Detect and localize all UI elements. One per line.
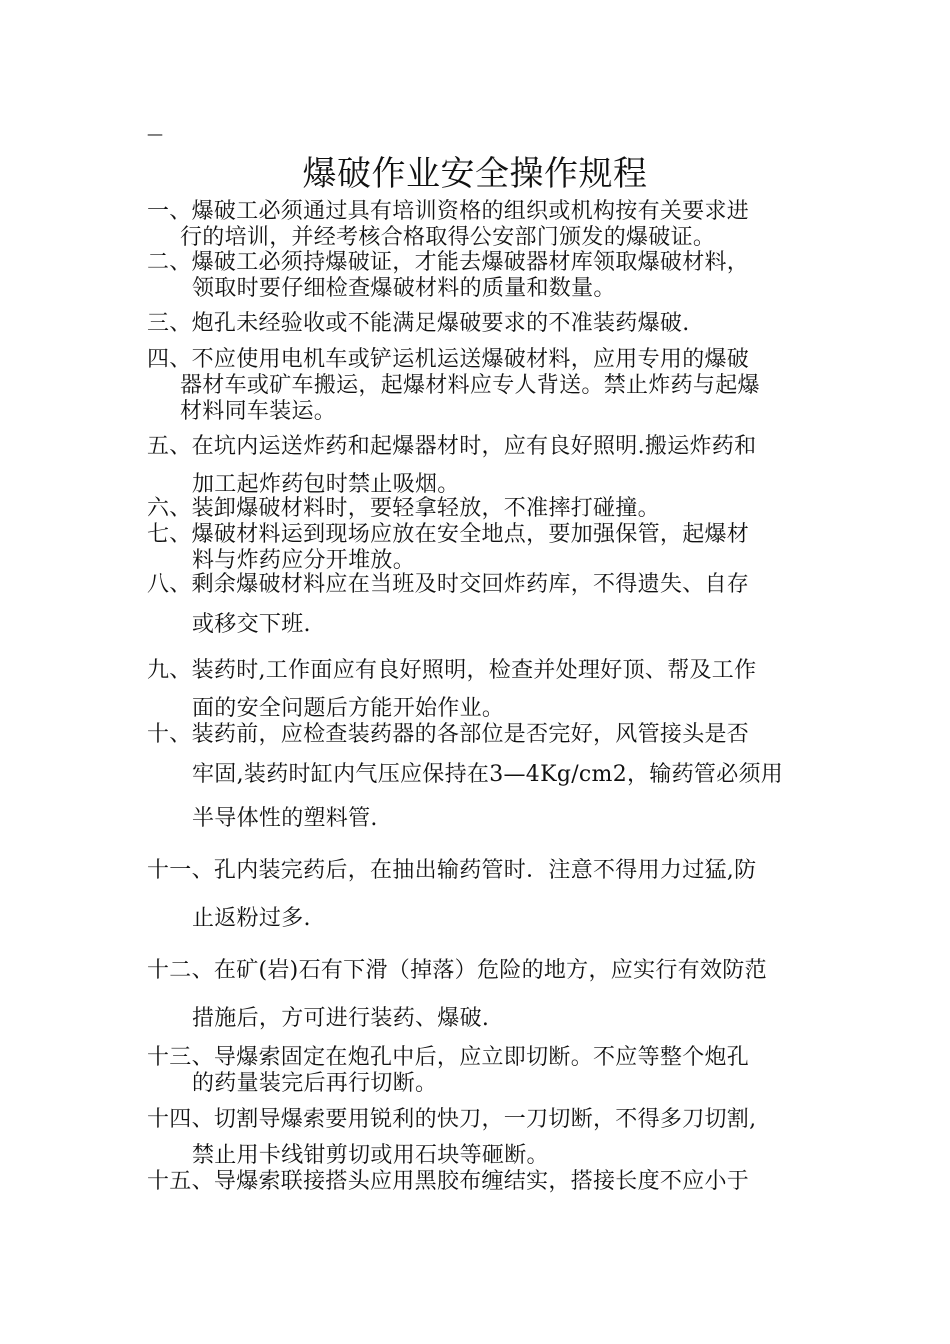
- header-dash: —: [147, 124, 163, 143]
- rule-item-12: [147, 958, 811, 1032]
- rule-first-line: 二、爆破工必须持爆破证，才能去爆破器材库领取爆破材料，: [147, 250, 750, 275]
- rule-continuation-line: 料与炸药应分开堆放。: [192, 548, 416, 573]
- rule-first-line: 十二、在矿(岩)石有下滑（掉落）危险的地方，应实行有效防范: [147, 958, 767, 983]
- rule-first-line: 七、爆破材料运到现场应放在安全地点，要加强保管，起爆材: [147, 522, 750, 547]
- rule-continuation-line: 止返粉过多.: [192, 906, 311, 931]
- rule-continuation-line: 或移交下班.: [192, 612, 311, 637]
- rule-continuation-line: 材料同车装运。: [180, 399, 337, 424]
- rule-first-line: 八、剩余爆破材料应在当班及时交回炸药库，不得遗失、自存: [147, 572, 750, 597]
- rule-first-line: 十五、导爆索联接搭头应用黑胶布缠结实，搭接长度不应小于: [147, 1169, 750, 1194]
- rule-continuation-line: 行的培训，并经考核合格取得公安部门颁发的爆破证。: [180, 225, 716, 250]
- rule-first-line: 四、不应使用电机车或铲运机运送爆破材料，应用专用的爆破: [147, 347, 750, 372]
- rule-continuation-line: 措施后，方可进行装药、爆破.: [192, 1006, 490, 1031]
- rule-first-line: 三、炮孔未经验收或不能满足爆破要求的不准装药爆破.: [147, 311, 690, 336]
- rule-first-line: 五、在坑内运送炸药和起爆器材时，应有良好照明.搬运炸药和: [147, 434, 757, 459]
- rule-first-line: 六、装卸爆破材料时，要轻拿轻放，不准摔打碰撞。: [147, 496, 660, 521]
- rule-item-6: [147, 496, 811, 522]
- rule-continuation-line: 的药量装完后再行切断。: [192, 1071, 438, 1096]
- rule-item-4: [147, 347, 811, 425]
- rule-item-14: [147, 1107, 811, 1169]
- rule-item-9: [147, 658, 811, 722]
- rule-first-line: 十、装药前，应检查装药器的各部位是否完好，风管接头是否: [147, 722, 750, 747]
- rule-continuation-line: 器材车或矿车搬运，起爆材料应专人背送。禁止炸药与起爆: [180, 373, 760, 398]
- rule-continuation-line: 半导体性的塑料管.: [192, 806, 378, 831]
- rule-item-3: [147, 311, 811, 337]
- rule-item-13: [147, 1045, 811, 1097]
- rule-item-8: [147, 572, 811, 638]
- rule-continuation-line: 加工起炸药包时禁止吸烟。: [192, 472, 460, 497]
- rule-continuation-line: 领取时要仔细检查爆破材料的质量和数量。: [192, 276, 616, 301]
- rule-first-line: 十一、孔内装完药后，在抽出输药管时．注意不得用力过猛,防: [147, 858, 757, 883]
- rule-continuation-line: 牢固,装药时缸内气压应保持在3—4Kg/cm2，输药管必须用: [192, 762, 784, 787]
- rule-first-line: 十三、导爆索固定在炮孔中后，应立即切断。不应等整个炮孔: [147, 1045, 750, 1070]
- rule-item-10: [147, 722, 811, 832]
- rule-item-11: [147, 858, 811, 932]
- page-title: 爆破作业安全操作规程: [302, 154, 648, 194]
- rule-item-1: [147, 199, 811, 251]
- rule-continuation-line: 面的安全问题后方能开始作业。: [192, 696, 505, 721]
- rule-first-line: 九、装药时,工作面应有良好照明，检查并处理好顶、帮及工作: [147, 658, 757, 683]
- rule-item-5: [147, 434, 811, 498]
- rule-item-7: [147, 522, 811, 574]
- rule-continuation-line: 禁止用卡线钳剪切或用石块等砸断。: [192, 1143, 549, 1168]
- rule-first-line: 一、爆破工必须通过具有培训资格的组织或机构按有关要求进: [147, 199, 750, 224]
- rule-first-line: 十四、切割导爆索要用锐利的快刀，一刀切断，不得多刀切割,: [147, 1107, 757, 1132]
- rule-item-15: [147, 1169, 811, 1195]
- rule-item-2: [147, 250, 811, 302]
